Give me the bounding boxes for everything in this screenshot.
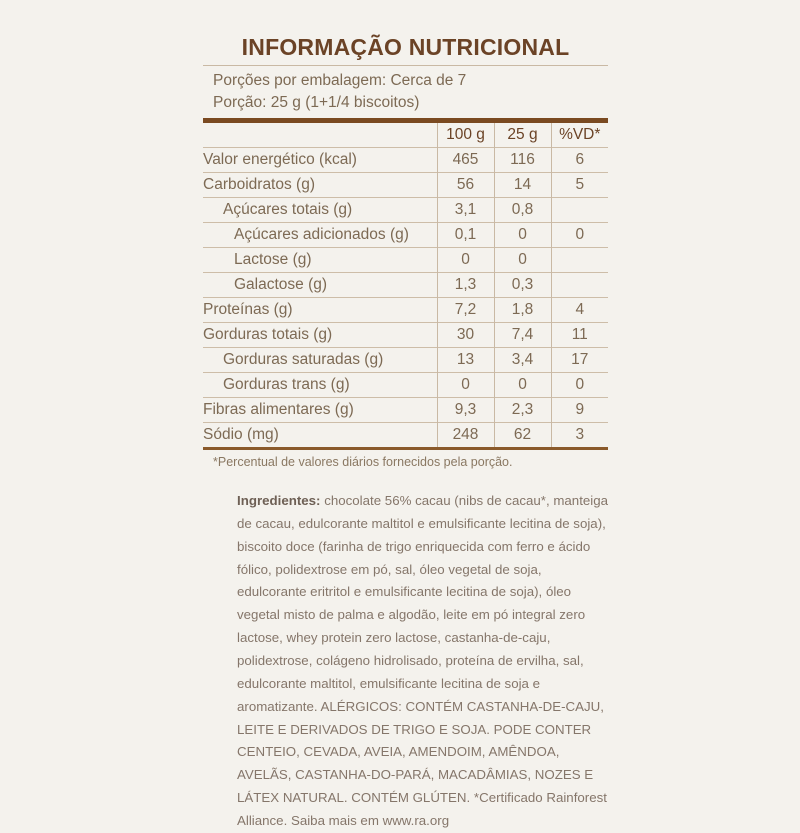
value-100g: 465 xyxy=(437,148,494,173)
nutrient-name: Gorduras trans (g) xyxy=(203,373,437,398)
value-100g: 0,1 xyxy=(437,223,494,248)
value-25g: 1,8 xyxy=(494,298,551,323)
column-header-nutrient xyxy=(203,123,437,148)
table-row xyxy=(203,198,608,223)
value-25g: 0,8 xyxy=(494,198,551,223)
value-vd: 17 xyxy=(551,348,608,373)
value-100g: 1,3 xyxy=(437,273,494,298)
value-100g: 3,1 xyxy=(437,198,494,223)
ingredients-text: chocolate 56% cacau (nibs de cacau*, manteiga de cacau, edulcorante maltitol e emulsificante lecitina de soja), biscoito doce (farinha de trigo enriquecida com ferro e ácido fólico, polidextrose em pó, sal, óleo vegetal de soja, edulcorante eritritol e emulsificante lecitina de soja), óleo vegetal misto de palma e algodão, leite em pó integral zero lactose, whey protein zero lactose, castanha-de-caju, polidextrose, colágeno hidrolisado, proteína de ervilha, sal, edulcorante maltitol, emulsificante lecitina de soja e aromatizante. ALÉRGICOS: CONTÉM CASTANHA-DE-CAJU, LEITE E DERIVADOS DE TRIGO E SOJA. PODE CONTER CENTEIO, CEVADA, AVEIA, AMENDOIM, AMÊNDOA, AVELÃS, CASTANHA-DO-PARÁ, MACADÂMIAS, NOZES E LÁTEX NATURAL. CONTÉM GLÚTEN. *Certificado Rainforest Alliance. Saiba mais em www.ra.org xyxy=(237,493,609,829)
value-100g: 30 xyxy=(437,323,494,348)
value-vd: 4 xyxy=(551,298,608,323)
serving-info xyxy=(203,66,608,118)
table-row xyxy=(203,423,608,448)
column-header-25g: 25 g xyxy=(494,123,551,148)
value-25g: 14 xyxy=(494,173,551,198)
ingredients-label: Ingredientes: xyxy=(237,493,321,508)
nutrient-name: Carboidratos (g) xyxy=(203,173,437,198)
value-vd xyxy=(551,248,608,273)
nutrient-name: Gorduras saturadas (g) xyxy=(203,348,437,373)
value-vd: 5 xyxy=(551,173,608,198)
value-vd: 0 xyxy=(551,223,608,248)
table-row xyxy=(203,148,608,173)
nutrient-name: Valor energético (kcal) xyxy=(203,148,437,173)
nutrient-name: Galactose (g) xyxy=(203,273,437,298)
nutrition-table xyxy=(203,123,608,447)
nutrient-name: Açúcares adicionados (g) xyxy=(203,223,437,248)
value-100g: 7,2 xyxy=(437,298,494,323)
nutrient-name: Gorduras totais (g) xyxy=(203,323,437,348)
page-title: INFORMAÇÃO NUTRICIONAL xyxy=(241,34,570,60)
nutrient-name: Açúcares totais (g) xyxy=(203,198,437,223)
nutrient-name: Sódio (mg) xyxy=(203,423,437,448)
value-vd: 3 xyxy=(551,423,608,448)
nutrient-name: Lactose (g) xyxy=(203,248,437,273)
ingredients-block xyxy=(237,490,613,833)
value-100g: 9,3 xyxy=(437,398,494,423)
servings-per-package: Porções por embalagem: Cerca de 7 xyxy=(213,72,467,90)
table-header-row xyxy=(203,123,608,148)
table-row xyxy=(203,223,608,248)
value-vd xyxy=(551,273,608,298)
table-row xyxy=(203,273,608,298)
value-25g: 0,3 xyxy=(494,273,551,298)
value-vd: 0 xyxy=(551,373,608,398)
value-100g: 0 xyxy=(437,373,494,398)
value-vd: 9 xyxy=(551,398,608,423)
value-25g: 62 xyxy=(494,423,551,448)
value-vd: 6 xyxy=(551,148,608,173)
nutrition-table-body xyxy=(203,148,608,448)
table-row xyxy=(203,248,608,273)
value-25g: 7,4 xyxy=(494,323,551,348)
value-100g: 248 xyxy=(437,423,494,448)
nutrient-name: Fibras alimentares (g) xyxy=(203,398,437,423)
value-25g: 0 xyxy=(494,223,551,248)
column-header-100g: 100 g xyxy=(437,123,494,148)
nutrition-facts-panel xyxy=(203,34,608,469)
value-100g: 0 xyxy=(437,248,494,273)
value-25g: 0 xyxy=(494,373,551,398)
value-100g: 13 xyxy=(437,348,494,373)
value-25g: 0 xyxy=(494,248,551,273)
value-vd: 11 xyxy=(551,323,608,348)
value-100g: 56 xyxy=(437,173,494,198)
table-row xyxy=(203,323,608,348)
value-25g: 116 xyxy=(494,148,551,173)
value-25g: 2,3 xyxy=(494,398,551,423)
table-row xyxy=(203,348,608,373)
column-header-vd: %VD* xyxy=(551,123,608,148)
nutrient-name: Proteínas (g) xyxy=(203,298,437,323)
table-row xyxy=(203,398,608,423)
serving-size: Porção: 25 g (1+1/4 biscoitos) xyxy=(213,93,420,111)
table-row xyxy=(203,373,608,398)
value-vd xyxy=(551,198,608,223)
value-25g: 3,4 xyxy=(494,348,551,373)
table-row xyxy=(203,173,608,198)
vd-footnote: *Percentual de valores diários fornecidos pela porção. xyxy=(213,455,513,470)
table-row xyxy=(203,298,608,323)
